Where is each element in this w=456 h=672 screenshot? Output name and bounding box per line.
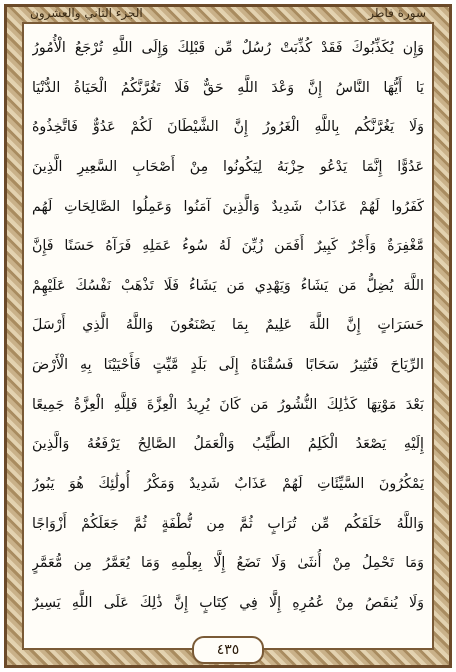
text-line: كَفَرُوا لَهُمْ عَذَابٌ شَدِيدٌ وَالَّذِينَ آمَنُوا وَعَمِلُوا الصَّالِحَاتِ لَهُم <box>32 198 424 215</box>
text-line: وَلَا يُنقَصُ مِنْ عُمُرِهِ إِلَّا فِي كِتَابٍ إِنَّ ذَٰلِكَ عَلَى اللَّهِ يَسِيرٌ <box>32 594 424 611</box>
juz-header: الجزء الثاني والعشرون <box>30 6 143 20</box>
text-line: يَمْكُرُونَ السَّيِّئَاتِ لَهُمْ عَذَابٌ شَدِيدٌ وَمَكْرُ أُولَٰئِكَ هُوَ يَبُورُ <box>32 476 424 493</box>
text-line: مَّغْفِرَةٌ وَأَجْرٌ كَبِيرٌ أَفَمَن زُيِّنَ لَهُ سُوءُ عَمَلِهِ فَرَآهُ حَسَنًا فَإِنَّ <box>32 238 424 255</box>
text-line: وَاللَّهُ خَلَقَكُم مِّن تُرَابٍ ثُمَّ مِن نُّطْفَةٍ ثُمَّ جَعَلَكُمْ أَزْوَاجًا <box>32 515 424 532</box>
text-line: وَلَا يَغُرَّنَّكُم بِاللَّهِ الْغَرُورُ إِنَّ الشَّيْطَانَ لَكُمْ عَدُوٌّ فَاتَّخِذُوهُ <box>32 119 424 136</box>
text-line: وَمَا تَحْمِلُ مِنْ أُنثَىٰ وَلَا تَضَعُ إِلَّا بِعِلْمِهِ وَمَا يُعَمَّرُ مِن مُّعَمَّرٍ <box>32 555 424 572</box>
text-line: وَإِن يُكَذِّبُوكَ فَقَدْ كُذِّبَتْ رُسُلٌ مِّن قَبْلِكَ وَإِلَى اللَّهِ تُرْجَعُ الْأُمُورُ <box>32 40 424 56</box>
surah-header: سورة فاطر <box>368 6 426 20</box>
page-number: ٤٣٥ <box>192 636 264 664</box>
text-line: بَعْدَ مَوْتِهَا كَذَٰلِكَ النُّشُورُ مَن كَانَ يُرِيدُ الْعِزَّةَ فَلِلَّهِ الْعِزَّةُ جَمِيعًا <box>32 396 424 413</box>
text-line: إِلَيْهِ يَصْعَدُ الْكَلِمُ الطَّيِّبُ وَالْعَمَلُ الصَّالِحُ يَرْفَعُهُ وَالَّذِينَ <box>32 436 424 453</box>
quran-text <box>32 34 424 618</box>
text-line: يَا أَيُّهَا النَّاسُ إِنَّ وَعْدَ اللَّهِ حَقٌّ فَلَا تَغُرَّنَّكُمُ الْحَيَاةُ الدُّنْيَا <box>32 79 424 96</box>
text-line: حَسَرَاتٍ إِنَّ اللَّهَ عَلِيمٌ بِمَا يَصْنَعُونَ وَاللَّهُ الَّذِي أَرْسَلَ <box>32 317 424 334</box>
text-line: عَدُوًّا إِنَّمَا يَدْعُو حِزْبَهُ لِيَكُونُوا مِنْ أَصْحَابِ السَّعِيرِ الَّذِينَ <box>32 158 424 175</box>
text-line: الرِّيَاحَ فَتُثِيرُ سَحَابًا فَسُقْنَاهُ إِلَى بَلَدٍ مَّيِّتٍ فَأَحْيَيْنَا بِهِ الْأَرْضَ <box>32 357 424 374</box>
text-line: اللَّهَ يُضِلُّ مَن يَشَاءُ وَيَهْدِي مَن يَشَاءُ فَلَا تَذْهَبْ نَفْسُكَ عَلَيْهِمْ <box>32 277 424 294</box>
